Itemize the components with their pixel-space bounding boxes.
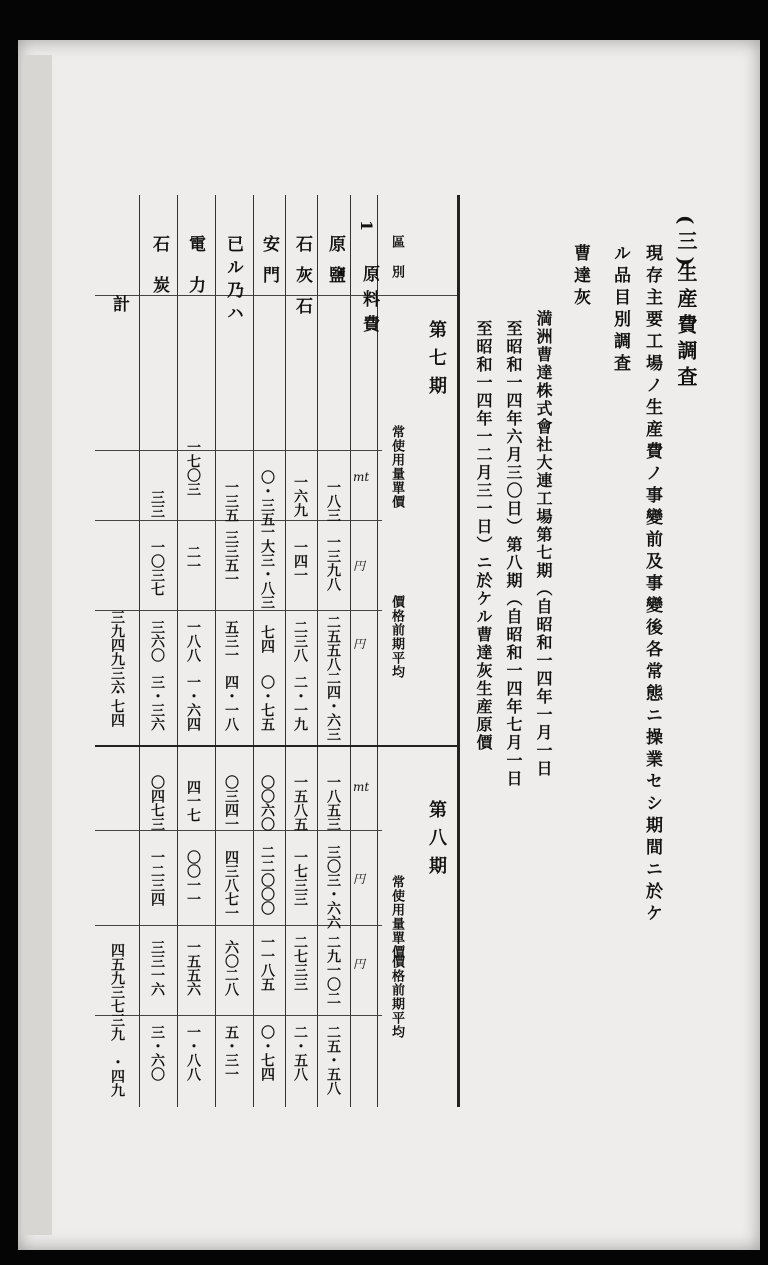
table-cell: 二二〇〇〇 [259,845,275,915]
table-cell: 七四 [259,625,275,653]
table-cell: 一八八 [185,620,201,662]
table-cell: 一七三三 [292,850,308,906]
table-cell: 一八三 [325,480,341,522]
table-cell: 四三八七一 [223,850,239,920]
table-cell: 三三一六 [149,940,165,996]
category-header-2: 別 [389,265,404,279]
page-edge [24,55,52,1235]
table-cell: 一七〇三 [185,440,201,496]
p7-qty-header: 常使用量單價 [389,425,404,509]
table-cell: 一・八八 [185,1025,201,1081]
table-cell: 二五五八二四・六三 [325,615,341,741]
section-mark: (三) [674,215,698,272]
table-cell: 二・五八 [292,1025,308,1081]
table-cell: 三九四九三六 [109,610,125,694]
unit-yen-p7b: 円 [353,637,366,651]
row-label-coal: 石炭 [149,235,169,317]
product-name: 曹達灰 [570,244,590,310]
table-cell: ・七四 [109,685,125,727]
table-cell: 二一 [185,545,201,573]
table-cell: 一二三四 [149,850,165,906]
table-cell: 三〇三・六六 [325,845,341,929]
table-cell: 二九一〇二 [325,935,341,1005]
row-number: 1 [357,220,376,246]
table-cell: 三・六〇 [149,1025,165,1081]
section-title: 生産費調査 [674,262,698,392]
table-cell: 一八五三 [325,775,341,831]
table-cell: 二・一九 [292,675,308,731]
row-label-raw-materials: 原料費 [359,265,379,340]
table-cell: 一・六四 [185,675,201,731]
unit-mt-p7: mt [353,470,370,484]
table-cell: 〇〇六〇 [259,775,275,831]
category-header: 區 [389,235,404,249]
table-cell: 一五五六 [185,940,201,996]
table-cell: 〇四七三 [149,775,165,831]
table-cell: 三六〇 [149,620,165,662]
table-cell: 三・三六 [149,675,165,731]
table-cell: 〇・三五 [259,470,275,526]
row-label-electricity: 電力 [185,235,205,317]
unit-yen-p8a: 円 [353,872,366,886]
row-label-total: 計 [109,295,129,326]
row-label-ammonia: 安門 [259,235,279,297]
heading-line-2: ル品目別調査 [610,244,630,376]
table-cell: 二五・五八 [325,1025,341,1095]
table-cell: 三三五一 [223,530,239,586]
table-cell: 一六九 [292,475,308,517]
table-cell: 一三九八 [325,535,341,591]
table-cell: 四一七 [185,780,201,822]
period-line-1: 至昭和一四年六月三〇日）第八期（自昭和一四年七月一日 [504,320,523,788]
unit-mt-p8: mt [353,780,370,794]
unit-yen-p7a: 円 [353,559,366,573]
cost-table [95,195,460,1107]
table-cell: 一〇三七 [149,540,165,596]
table-cell: 六〇二八 [223,940,239,996]
table-cell: 二七三三 [292,935,308,991]
heading-line-1: 現存主要工場ノ生産費ノ事變前及事變後各常態ニ操業セシ期間ニ於ケ [642,244,662,926]
period-8-header: 第八期 [426,800,447,884]
table-cell: 四五九三七三九 [109,943,125,1041]
table-cell: 三三 [149,490,165,518]
unit-yen-p8b: 円 [353,957,366,971]
table-cell: 〇・七四 [259,1025,275,1081]
table-cell: 一一八五 [259,935,275,991]
table-cell: 〇・七五 [259,675,275,731]
p7-price-header: 價格前期平均 [389,595,404,679]
p8-qty-header: 常使用量單價 [389,875,404,959]
table-cell: 一四一 [292,540,308,582]
table-cell: 一三五 [223,480,239,522]
row-label-fourth: 已ル乃ハ [223,235,243,327]
table-cell: 〇〇一一 [185,850,201,906]
p8-price-header: 價格前期平均 [389,955,404,1039]
table-cell: 二三八 [292,620,308,662]
table-cell: 五三一 [223,620,239,662]
period-line-2: 至昭和一四年一二月三一日）ニ於ケル曹達灰生産原價 [474,320,493,752]
company-line: 満洲曹達株式會社大連工場第七期（自昭和一四年一月一日 [534,310,553,778]
table-cell: 五・三一 [223,1025,239,1081]
table-cell: 四・一八 [223,675,239,731]
period-7-header: 第七期 [426,320,447,404]
table-cell: 一大三・八三 [259,525,275,609]
row-label-limestone: 石灰石 [292,235,312,328]
row-label-salt: 原鹽 [325,235,345,297]
table-cell: 〇三四一 [223,775,239,831]
table-cell: ・四九 [109,1055,125,1097]
table-cell: 一五八五 [292,775,308,831]
